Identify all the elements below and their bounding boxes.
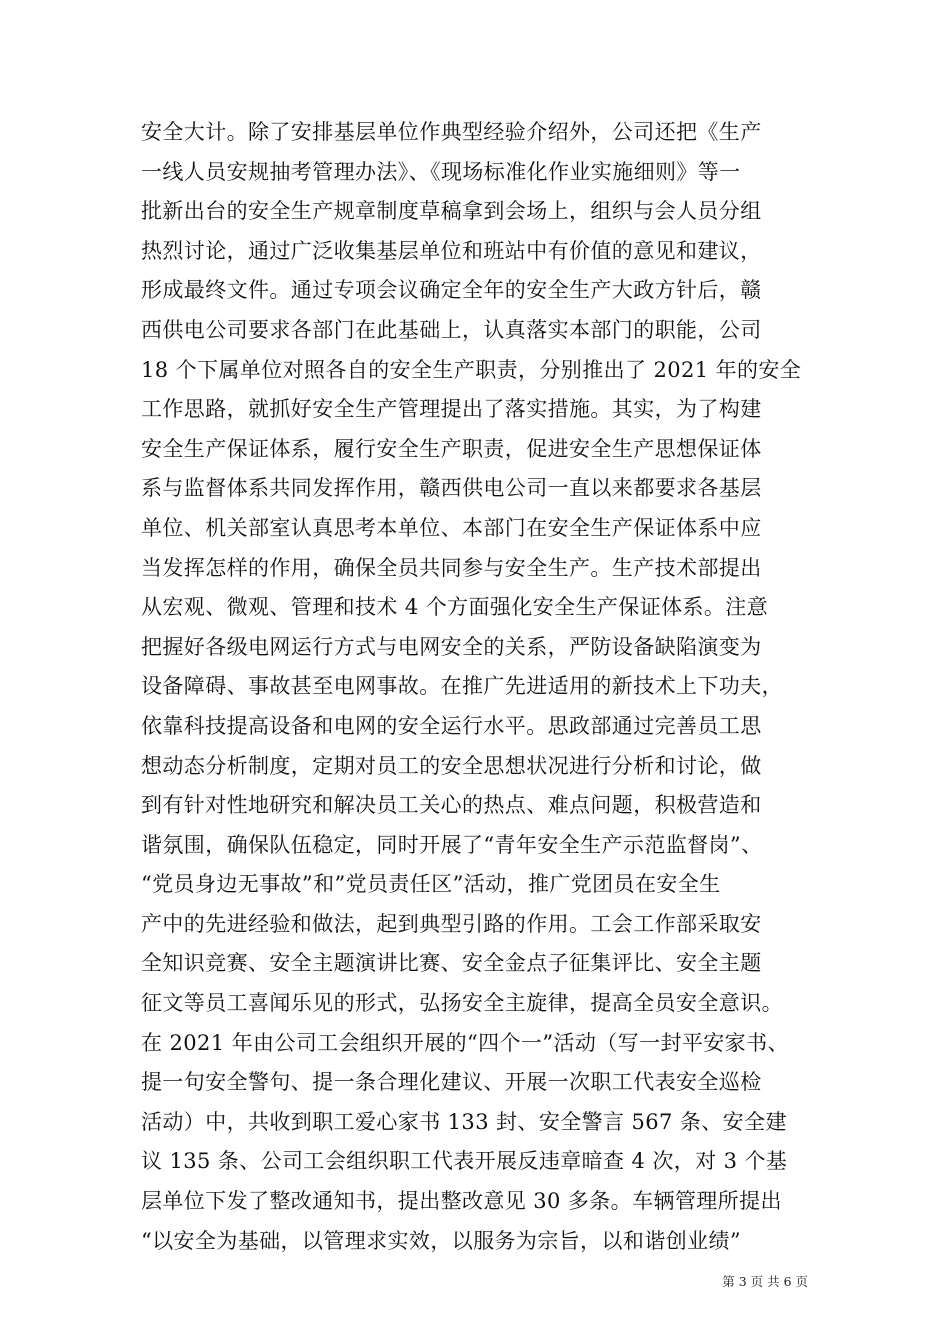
text-line: 形成最终文件。通过专项会议确定全年的安全生产大政方针后，赣 <box>141 278 762 303</box>
text-line: 批新出台的安全生产规章制度草稿拿到会场上，组织与会人员分组 <box>141 199 762 224</box>
text-line: 征文等员工喜闻乐见的形式，弘扬安全主旋律，提高全员安全意识。 <box>141 991 783 1016</box>
text-line: 活动）中，共收到职工爱心家书 133 封、安全警言 567 条、安全建 <box>141 1109 787 1134</box>
text-line: “以安全为基础，以管理求实效，以服务为宗旨，以和谐创业绩” <box>141 1228 742 1253</box>
text-line: 18 个下属单位对照各自的安全生产职责，分别推出了 2021 年的安全 <box>141 357 802 382</box>
text-line: 安全生产保证体系，履行安全生产职责，促进安全生产思想保证体 <box>141 436 762 461</box>
text-line: 依靠科技提高设备和电网的安全运行水平。思政部通过完善员工思 <box>141 713 762 738</box>
text-line: 把握好各级电网运行方式与电网安全的关系，严防设备缺陷演变为 <box>141 634 762 659</box>
text-line: 西供电公司要求各部门在此基础上，认真落实本部门的职能，公司 <box>141 317 762 342</box>
text-line: 一线人员安规抽考管理办法》、《现场标准化作业实施细则》等一 <box>141 159 741 184</box>
text-line: 热烈讨论，通过广泛收集基层单位和班站中有价值的意见和建议， <box>141 238 762 263</box>
text-line: 安全大计。除了安排基层单位作典型经验介绍外，公司还把《生产 <box>141 120 762 144</box>
text-line: 工作思路，就抓好安全生产管理提出了落实措施。其实，为了构建 <box>141 397 762 422</box>
text-line: 到有针对性地研究和解决员工关心的热点、难点问题，积极营造和 <box>141 793 762 818</box>
text-line: 全知识竞赛、安全主题演讲比赛、安全金点子征集评比、安全主题 <box>141 951 762 976</box>
text-line: 谐氛围，确保队伍稳定，同时开展了“青年安全生产示范监督岗”、 <box>141 832 763 857</box>
text-line: 系与监督体系共同发挥作用，赣西供电公司一直以来都要求各基层 <box>141 476 762 501</box>
text-line: 在 2021 年由公司工会组织开展的“四个一”活动（写一封平安家书、 <box>141 1030 789 1055</box>
text-line: 当发挥怎样的作用，确保全员共同参与安全生产。生产技术部提出 <box>141 555 762 580</box>
text-line: 提一句安全警句、提一条合理化建议、开展一次职工代表安全巡检 <box>141 1070 762 1095</box>
text-line: 层单位下发了整改通知书，提出整改意见 30 多条。车辆管理所提出 <box>141 1189 782 1214</box>
text-line: 从宏观、微观、管理和技术 4 个方面强化安全生产保证体系。注意 <box>141 595 769 620</box>
text-line: 产中的先进经验和做法，起到典型引路的作用。工会工作部采取安 <box>141 911 762 936</box>
text-line: 设备障碍、事故甚至电网事故。在推广先进适用的新技术上下功夫， <box>141 674 783 699</box>
page-number-footer: 第 3 页 共 6 页 <box>722 1274 808 1289</box>
text-line: 单位、机关部室认真思考本单位、本部门在安全生产保证体系中应 <box>141 515 762 540</box>
document-body <box>141 113 821 1261</box>
text-line: “党员身边无事故”和”党员责任区”活动，推广党团员在安全生 <box>141 872 721 897</box>
text-line: 议 135 条、公司工会组织职工代表开展反违章暗查 4 次，对 3 个基 <box>141 1149 788 1174</box>
text-line: 想动态分析制度，定期对员工的安全思想状况进行分析和讨论，做 <box>141 753 762 778</box>
